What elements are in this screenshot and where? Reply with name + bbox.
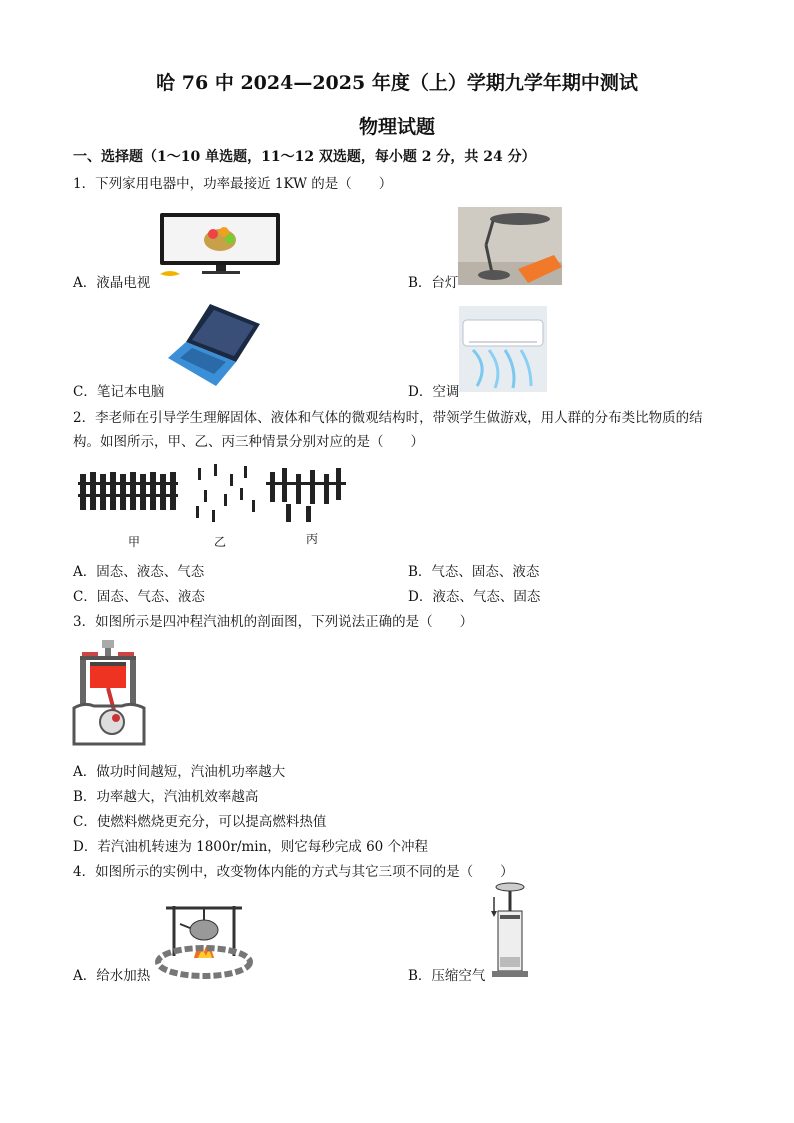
q2-option-c: C．固态、气态、液态	[73, 589, 205, 605]
figure-label-jia: 甲	[128, 535, 141, 549]
air-conditioner-icon	[459, 306, 547, 392]
laptop-icon	[166, 302, 262, 390]
q2-stem-line1: 2．李老师在引导学生理解固体、液体和气体的微观结构时，带领学生做游戏，用人群的分布类比物质的结	[73, 410, 703, 426]
kettle-over-fire-icon	[154, 896, 254, 980]
q1-option-a: A．液晶电视	[73, 275, 151, 291]
figure-label-bing: 丙	[306, 532, 319, 546]
q3-option-c: C．使燃料燃烧更充分，可以提高燃料热值	[73, 814, 327, 830]
q4-option-a: A．给水加热	[73, 968, 151, 984]
tv-icon	[158, 212, 284, 278]
q2-option-a: A．固态、液态、气态	[73, 564, 205, 580]
q2-option-d: D．液态、气态、固态	[408, 589, 541, 605]
figure-label-yi: 乙	[214, 535, 227, 549]
q3-option-b: B．功率越大，汽油机效率越高	[73, 789, 259, 805]
q3-option-d: D．若汽油机转速为 1800r/min，则它每秒完成 60 个冲程	[73, 839, 429, 855]
desk-lamp-icon	[458, 207, 562, 285]
engine-diagram	[72, 636, 146, 748]
crowd-figure	[74, 460, 354, 530]
exam-subtitle: 物理试题	[358, 116, 435, 138]
q4-option-b: B．压缩空气	[408, 968, 486, 984]
q1-option-d: D．空调	[408, 384, 460, 400]
exam-title: 哈 76 中 2024—2025 年度（上）学期九学年期中测试	[156, 72, 638, 94]
q4-stem: 4．如图所示的实例中，改变物体内能的方式与其它三项不同的是（ ）	[73, 864, 514, 880]
q1-stem: 1．下列家用电器中，功率最接近 1KW 的是（ ）	[73, 176, 393, 192]
air-pump-icon	[488, 881, 532, 979]
q3-option-a: A．做功时间越短，汽油机功率越大	[73, 764, 286, 780]
section-heading: 一、选择题（1～10 单选题，11～12 双选题，每小题 2 分，共 24 分）	[73, 149, 536, 165]
q3-stem: 3．如图所示是四冲程汽油机的剖面图，下列说法正确的是（ ）	[73, 614, 474, 630]
q1-option-c: C．笔记本电脑	[73, 384, 165, 400]
q1-option-b: B．台灯	[408, 275, 459, 291]
q2-stem-line2: 构。如图所示，甲、乙、丙三种情景分别对应的是（ ）	[73, 434, 424, 450]
q2-option-b: B．气态、固态、液态	[408, 564, 540, 580]
